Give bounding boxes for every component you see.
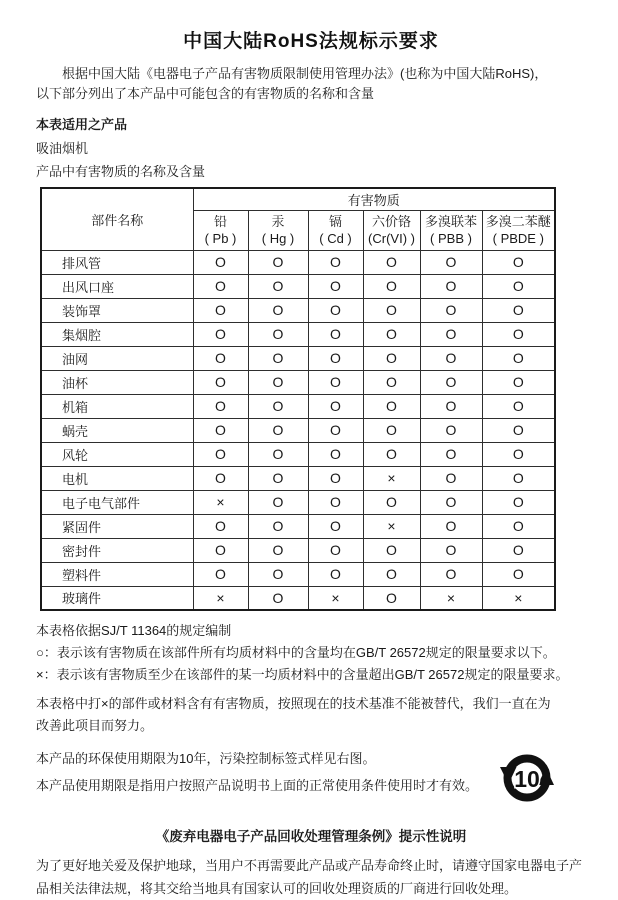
substance-mark-cell: O <box>482 394 555 418</box>
efup-section <box>36 750 586 812</box>
substance-mark-cell: O <box>248 466 308 490</box>
substance-mark-cell: O <box>420 442 482 466</box>
substance-mark-cell: O <box>308 250 363 274</box>
table-header-group-row <box>41 188 555 210</box>
substance-mark-cell: O <box>363 274 420 298</box>
part-name-cell: 密封件 <box>41 538 193 562</box>
substance-column-header: 多溴二苯醚 ( PBDE ) <box>482 210 555 250</box>
substance-mark-cell: O <box>363 490 420 514</box>
substance-mark-cell: O <box>308 370 363 394</box>
part-name-cell: 紧固件 <box>41 514 193 538</box>
substance-column-header: 多溴联苯 ( PBB ) <box>420 210 482 250</box>
substance-mark-cell: × <box>308 586 363 610</box>
substance-mark-cell: O <box>420 514 482 538</box>
table-row <box>41 298 555 322</box>
substance-mark-cell: O <box>308 442 363 466</box>
table-notes <box>36 620 586 686</box>
substance-mark-cell: O <box>363 418 420 442</box>
substance-mark-cell: O <box>248 538 308 562</box>
substance-mark-cell: O <box>308 490 363 514</box>
substance-mark-cell: O <box>420 394 482 418</box>
substance-mark-cell: O <box>308 538 363 562</box>
remark-line-2: 改善此项目而努力。 <box>36 718 154 733</box>
substance-mark-cell: × <box>482 586 555 610</box>
substance-mark-cell: O <box>420 346 482 370</box>
part-name-cell: 油网 <box>41 346 193 370</box>
substance-mark-cell: O <box>193 322 248 346</box>
substance-mark-cell: O <box>482 562 555 586</box>
table-row <box>41 274 555 298</box>
table-row <box>41 490 555 514</box>
substance-mark-cell: O <box>308 562 363 586</box>
substance-mark-cell: O <box>482 322 555 346</box>
substance-mark-cell: O <box>193 394 248 418</box>
substance-mark-cell: O <box>193 562 248 586</box>
substance-mark-cell: O <box>308 514 363 538</box>
part-name-cell: 蜗壳 <box>41 418 193 442</box>
substance-mark-cell: O <box>420 562 482 586</box>
substance-mark-cell: O <box>420 466 482 490</box>
part-name-cell: 油杯 <box>41 370 193 394</box>
substance-mark-cell: O <box>482 442 555 466</box>
substance-mark-cell: O <box>193 538 248 562</box>
substance-mark-cell: O <box>193 250 248 274</box>
note-circle-legend: ○：表示该有害物质在该部件所有均质材料中的含量均在GB/T 26572规定的限量要求以下。 <box>36 645 556 660</box>
substance-mark-cell: O <box>482 418 555 442</box>
substance-mark-cell: O <box>308 466 363 490</box>
substance-mark-cell: × <box>363 514 420 538</box>
substance-mark-cell: O <box>482 466 555 490</box>
substance-mark-cell: O <box>363 562 420 586</box>
table-row <box>41 442 555 466</box>
table-row <box>41 562 555 586</box>
substance-mark-cell: O <box>363 538 420 562</box>
substance-mark-cell: O <box>248 322 308 346</box>
substance-column-header: 六价铬 (Cr(VI) ) <box>363 210 420 250</box>
note-cross-legend: ×：表示该有害物质至少在该部件的某一均质材料中的含量超出GB/T 26572规定的限量要求。 <box>36 667 569 682</box>
table-row <box>41 370 555 394</box>
substance-mark-cell: O <box>308 322 363 346</box>
efup-period-text: 本产品的环保使用期限为10年，污染控制标签式样见右图。 <box>36 751 376 766</box>
substance-mark-cell: × <box>363 466 420 490</box>
substance-mark-cell: O <box>248 370 308 394</box>
substance-mark-cell: O <box>482 538 555 562</box>
part-name-column-header: 部件名称 <box>41 188 193 250</box>
substance-mark-cell: O <box>420 274 482 298</box>
hazardous-substances-group-header: 有害物质 <box>193 188 555 210</box>
substance-mark-cell: O <box>308 274 363 298</box>
recycle-line-1: 为了更好地关爱及保护地球，当用户不再需要此产品或产品寿命终止时，请遵守国家电器电子产 <box>36 858 583 873</box>
efup-condition-text: 本产品使用期限是指用户按照产品说明书上面的正常使用条件使用时才有效。 <box>36 778 479 793</box>
part-name-cell: 出风口座 <box>41 274 193 298</box>
substance-mark-cell: O <box>308 298 363 322</box>
table-caption: 产品中有害物质的名称及含量 <box>36 164 206 179</box>
substance-mark-cell: O <box>248 562 308 586</box>
substance-column-header: 镉 ( Cd ) <box>308 210 363 250</box>
substance-mark-cell: × <box>420 586 482 610</box>
substance-mark-cell: O <box>363 322 420 346</box>
recycle-instruction-paragraph <box>36 854 586 900</box>
substance-mark-cell: O <box>363 298 420 322</box>
substance-mark-cell: O <box>193 514 248 538</box>
substance-mark-cell: O <box>248 418 308 442</box>
substance-mark-cell: O <box>482 274 555 298</box>
intro-paragraph <box>36 64 586 104</box>
substance-mark-cell: O <box>363 370 420 394</box>
part-name-cell: 装饰罩 <box>41 298 193 322</box>
substance-mark-cell: O <box>420 370 482 394</box>
substance-mark-cell: O <box>482 490 555 514</box>
recycle-regulation-heading: 《废弃电器电子产品回收处理管理条例》提示性说明 <box>155 829 467 844</box>
part-name-cell: 机箱 <box>41 394 193 418</box>
substance-mark-cell: O <box>420 322 482 346</box>
remark-paragraph <box>36 693 586 737</box>
substance-mark-cell: O <box>248 490 308 514</box>
part-name-cell: 集烟腔 <box>41 322 193 346</box>
substance-mark-cell: O <box>193 418 248 442</box>
substance-mark-cell: O <box>248 346 308 370</box>
efup-years-number: 10 <box>514 766 540 792</box>
substance-mark-cell: O <box>248 586 308 610</box>
substance-mark-cell: O <box>248 442 308 466</box>
substance-mark-cell: O <box>420 418 482 442</box>
remark-line-1: 本表格中打×的部件或材料含有有害物质，按照现在的技术基准不能被替代，我们一直在为 <box>36 696 551 711</box>
substance-column-header: 汞 ( Hg ) <box>248 210 308 250</box>
hazardous-substances-table <box>40 187 556 611</box>
substance-mark-cell: O <box>363 346 420 370</box>
applicable-products-heading: 本表适用之产品 <box>36 117 128 132</box>
substance-mark-cell: O <box>420 298 482 322</box>
substance-mark-cell: O <box>193 274 248 298</box>
substance-mark-cell: O <box>363 394 420 418</box>
rohs-document-page <box>0 26 618 896</box>
table-row <box>41 514 555 538</box>
table-row <box>41 586 555 610</box>
substance-mark-cell: O <box>193 370 248 394</box>
substance-mark-cell: O <box>363 442 420 466</box>
substance-mark-cell: O <box>482 370 555 394</box>
substance-mark-cell: O <box>482 514 555 538</box>
part-name-cell: 排风管 <box>41 250 193 274</box>
recycle-line-2: 品相关法律法规，将其交给当地具有国家认可的回收处理资质的厂商进行回收处理。 <box>36 881 518 896</box>
substance-mark-cell: O <box>482 250 555 274</box>
substance-mark-cell: O <box>248 250 308 274</box>
substance-mark-cell: O <box>363 586 420 610</box>
substance-mark-cell: O <box>482 298 555 322</box>
intro-line-2: 以下部分列出了本产品中可能包含的有害物质的名称和含量 <box>36 86 375 101</box>
substance-mark-cell: O <box>420 490 482 514</box>
substance-mark-cell: O <box>308 418 363 442</box>
substance-mark-cell: O <box>363 250 420 274</box>
product-name: 吸油烟机 <box>36 141 89 156</box>
page-title: 中国大陆RoHS法规标示要求 <box>183 31 439 52</box>
substance-mark-cell: O <box>420 538 482 562</box>
part-name-cell: 风轮 <box>41 442 193 466</box>
substance-mark-cell: O <box>420 250 482 274</box>
substance-column-header: 铅 ( Pb ) <box>193 210 248 250</box>
table-row <box>41 538 555 562</box>
substance-mark-cell: O <box>308 394 363 418</box>
table-row <box>41 250 555 274</box>
table-row <box>41 418 555 442</box>
note-basis: 本表格依据SJ/T 11364的规定编制 <box>36 623 232 638</box>
substance-mark-cell: O <box>193 298 248 322</box>
substance-mark-cell: O <box>248 274 308 298</box>
table-row <box>41 346 555 370</box>
substance-mark-cell: O <box>193 466 248 490</box>
part-name-cell: 玻璃件 <box>41 586 193 610</box>
table-row <box>41 322 555 346</box>
substance-mark-cell: × <box>193 490 248 514</box>
substance-mark-cell: O <box>308 346 363 370</box>
intro-line-1: 根据中国大陆《电器电子产品有害物质限制使用管理办法》(也称为中国大陆RoHS)， <box>62 66 548 81</box>
efup-recycle-logo-icon <box>499 750 555 806</box>
part-name-cell: 电机 <box>41 466 193 490</box>
substance-mark-cell: O <box>482 346 555 370</box>
substance-mark-cell: O <box>193 346 248 370</box>
table-row <box>41 394 555 418</box>
table-row <box>41 466 555 490</box>
part-name-cell: 电子电气部件 <box>41 490 193 514</box>
part-name-cell: 塑料件 <box>41 562 193 586</box>
substance-mark-cell: O <box>248 394 308 418</box>
substance-mark-cell: O <box>248 298 308 322</box>
substance-mark-cell: O <box>193 442 248 466</box>
substance-mark-cell: O <box>248 514 308 538</box>
substance-mark-cell: × <box>193 586 248 610</box>
